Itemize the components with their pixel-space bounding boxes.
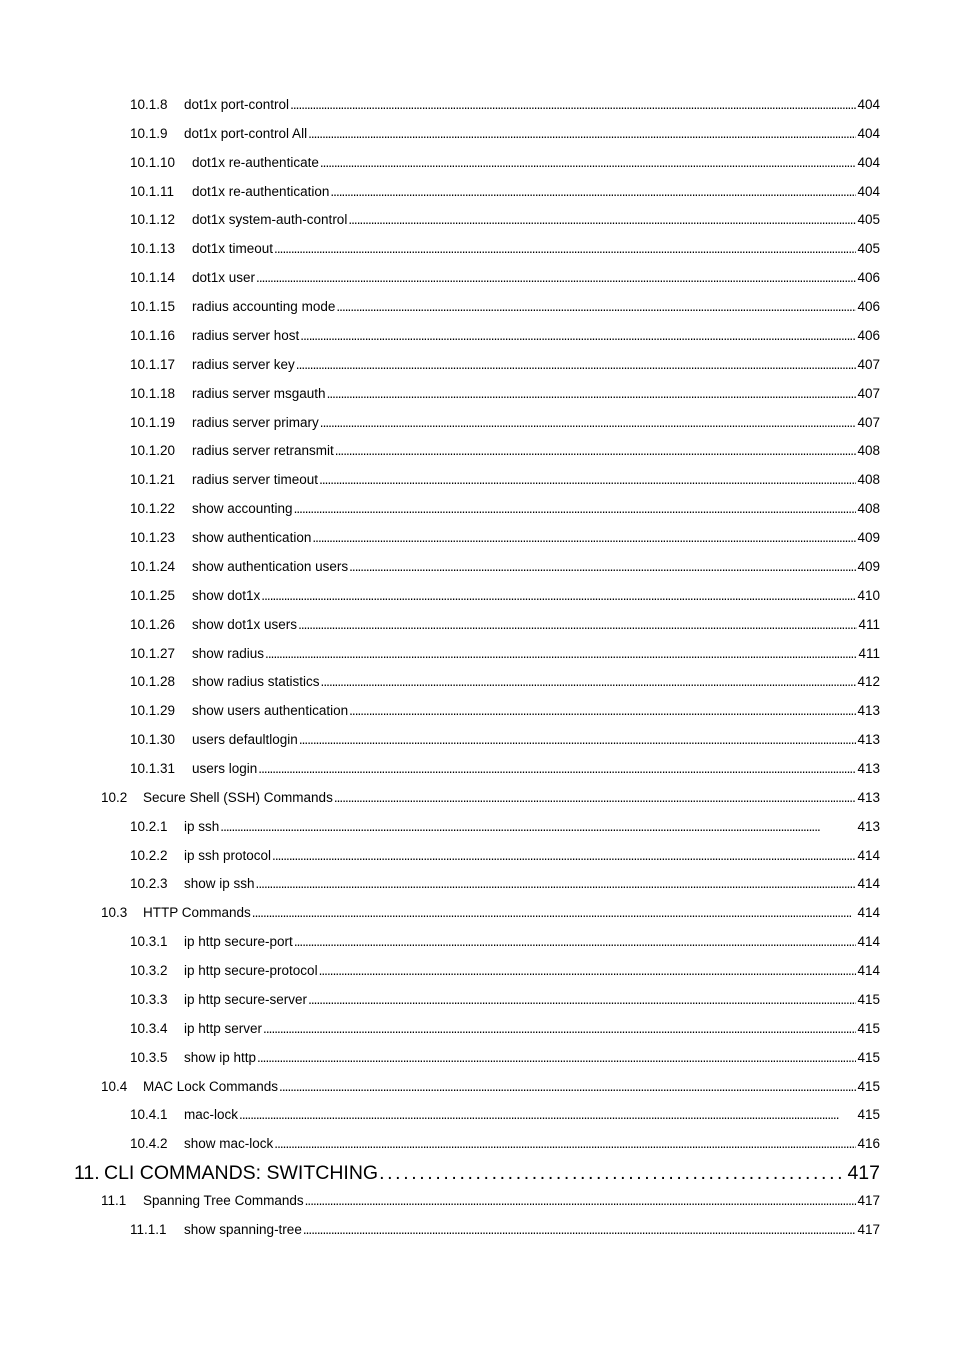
toc-entry-page-number: 408 bbox=[857, 472, 880, 488]
toc-entry-title: mac-lock bbox=[184, 1107, 239, 1123]
toc-subsection-entry[interactable] bbox=[130, 730, 880, 750]
toc-subsection-entry[interactable] bbox=[130, 1105, 880, 1125]
toc-entry-title: show authentication bbox=[192, 530, 312, 546]
dot-leader bbox=[348, 210, 856, 230]
toc-subsection-entry[interactable] bbox=[130, 124, 880, 144]
dot-leader bbox=[274, 239, 856, 259]
toc-entry-number: 10.3 bbox=[101, 905, 128, 921]
toc-entry-title: show radius statistics bbox=[192, 674, 320, 690]
toc-entry-title: ip ssh protocol bbox=[184, 847, 272, 863]
toc-entry-title: dot1x timeout bbox=[192, 241, 274, 257]
toc-entry-title: show dot1x users bbox=[192, 616, 298, 632]
dot-leader bbox=[312, 528, 856, 548]
toc-entry-title: radius server retransmit bbox=[192, 443, 334, 459]
toc-entry-page-number: 413 bbox=[857, 703, 880, 719]
toc-subsection-entry[interactable] bbox=[130, 239, 880, 259]
dot-leader bbox=[349, 701, 856, 721]
toc-entry-page-number: 409 bbox=[857, 530, 880, 546]
toc-entry-page-number: 406 bbox=[857, 270, 880, 286]
dot-leader bbox=[279, 1077, 856, 1097]
toc-subsection-entry[interactable] bbox=[130, 615, 880, 635]
toc-entry-title: show mac-lock bbox=[184, 1136, 274, 1152]
toc-entry-page-number: 408 bbox=[857, 443, 880, 459]
dot-leader bbox=[220, 817, 856, 837]
toc-entry-page-number: 412 bbox=[857, 674, 880, 690]
toc-subsection-entry[interactable] bbox=[130, 961, 880, 981]
dot-leader bbox=[257, 1048, 856, 1068]
toc-entry-page-number: 404 bbox=[857, 183, 880, 199]
toc-entry-number: 10.2 bbox=[101, 789, 128, 805]
toc-subsection-entry[interactable] bbox=[130, 846, 880, 866]
toc-entry-page-number: 414 bbox=[857, 847, 880, 863]
toc-entry-number: 10.1.8 bbox=[130, 97, 168, 112]
toc-entry-title: ip http secure-protocol bbox=[184, 963, 318, 979]
toc-entry-page-number: 404 bbox=[857, 154, 880, 170]
toc-subsection-entry[interactable] bbox=[130, 95, 880, 115]
dot-leader bbox=[300, 326, 856, 346]
toc-subsection-entry[interactable] bbox=[130, 1134, 880, 1154]
toc-subsection-entry[interactable] bbox=[130, 586, 880, 606]
dot-leader bbox=[299, 730, 857, 750]
toc-entry-page-number: 415 bbox=[857, 1049, 880, 1065]
toc-entry-title: radius server timeout bbox=[192, 472, 319, 488]
toc-entry-page-number: 414 bbox=[857, 963, 880, 979]
toc-entry-page-number: 413 bbox=[857, 789, 880, 805]
dot-leader bbox=[327, 384, 857, 404]
toc-entry-title: ip http server bbox=[184, 1020, 263, 1036]
dot-leader bbox=[261, 586, 856, 606]
toc-section-entry[interactable] bbox=[101, 1191, 880, 1211]
toc-subsection-entry[interactable] bbox=[130, 413, 880, 433]
toc-subsection-entry[interactable] bbox=[130, 672, 880, 692]
dot-leader bbox=[379, 1160, 846, 1186]
toc-subsection-entry[interactable] bbox=[130, 932, 880, 952]
toc-subsection-entry[interactable] bbox=[130, 990, 880, 1010]
toc-subsection-entry[interactable] bbox=[130, 874, 880, 894]
toc-entry-number: 10.4.2 bbox=[130, 1136, 168, 1152]
toc-subsection-entry[interactable] bbox=[130, 557, 880, 577]
toc-entry-page-number: 415 bbox=[857, 991, 880, 1007]
toc-chapter-entry[interactable] bbox=[74, 1160, 880, 1186]
dot-leader bbox=[308, 990, 856, 1010]
toc-entry-title: MAC Lock Commands bbox=[143, 1078, 279, 1094]
toc-entry-page-number: 417 bbox=[857, 1221, 880, 1237]
toc-subsection-entry[interactable] bbox=[130, 1048, 880, 1068]
toc-entry-title: show radius bbox=[192, 645, 265, 661]
dot-leader bbox=[298, 615, 857, 635]
toc-entry-title: dot1x re-authenticate bbox=[192, 154, 319, 170]
toc-entry-title: CLI COMMANDS: SWITCHING bbox=[104, 1162, 379, 1184]
dot-leader bbox=[296, 355, 857, 375]
dot-leader bbox=[320, 153, 857, 173]
toc-entry-page-number: 410 bbox=[857, 587, 880, 603]
dot-leader bbox=[330, 182, 856, 202]
toc-entry-number: 10.1.31 bbox=[130, 761, 176, 776]
toc-entry-number: 10.1.24 bbox=[130, 558, 176, 574]
toc-entry-title: radius server msgauth bbox=[192, 385, 326, 401]
toc-entry-page-number: 407 bbox=[857, 356, 880, 372]
toc-subsection-entry[interactable] bbox=[130, 470, 880, 490]
toc-entry-title: radius server primary bbox=[192, 414, 319, 430]
toc-entry-page-number: 404 bbox=[857, 97, 880, 112]
toc-section-entry[interactable] bbox=[101, 788, 880, 808]
toc-entry-title: radius server key bbox=[192, 356, 295, 372]
toc-entry-number: 10.2.1 bbox=[130, 818, 168, 834]
toc-subsection-entry[interactable] bbox=[130, 817, 880, 837]
toc-subsection-entry[interactable] bbox=[130, 268, 880, 288]
toc-entry-title: dot1x user bbox=[192, 270, 256, 286]
dot-leader bbox=[265, 644, 857, 664]
toc-entry-number: 10.1.17 bbox=[130, 356, 176, 372]
toc-entry-title: HTTP Commands bbox=[143, 905, 251, 921]
toc-entry-title: show authentication users bbox=[192, 558, 349, 574]
toc-entry-title: Spanning Tree Commands bbox=[143, 1193, 304, 1208]
dot-leader bbox=[349, 557, 856, 577]
toc-entry-number: 10.1.15 bbox=[130, 299, 176, 315]
toc-entry-number: 10.1.27 bbox=[130, 645, 176, 661]
toc-entry-page-number: 408 bbox=[857, 501, 880, 517]
toc-entry-page-number: 417 bbox=[857, 1193, 880, 1208]
toc-subsection-entry[interactable] bbox=[130, 182, 880, 202]
toc-subsection-entry[interactable] bbox=[130, 1220, 880, 1240]
dot-leader bbox=[308, 124, 856, 144]
dot-leader bbox=[256, 874, 857, 894]
toc-entry-number: 11. bbox=[74, 1162, 100, 1184]
toc-entry-number: 10.1.9 bbox=[130, 125, 168, 141]
toc-entry-page-number: 405 bbox=[857, 241, 880, 257]
dot-leader bbox=[320, 413, 857, 433]
toc-entry-page-number: 413 bbox=[857, 732, 880, 748]
toc-entry-number: 10.3.5 bbox=[130, 1049, 168, 1065]
dot-leader bbox=[319, 961, 857, 981]
toc-entry-number: 10.4.1 bbox=[130, 1107, 168, 1123]
toc-subsection-entry[interactable] bbox=[130, 355, 880, 375]
toc-entry-title: dot1x port-control All bbox=[184, 125, 308, 141]
toc-entry-number: 10.3.2 bbox=[130, 963, 168, 979]
toc-entry-page-number: 415 bbox=[857, 1107, 880, 1123]
toc-entry-number: 10.1.21 bbox=[130, 472, 176, 488]
dot-leader bbox=[294, 932, 857, 952]
dot-leader bbox=[305, 1191, 857, 1211]
toc-entry-page-number: 407 bbox=[857, 414, 880, 430]
toc-entry-number: 11.1 bbox=[101, 1193, 127, 1208]
toc-entry-page-number: 409 bbox=[857, 558, 880, 574]
toc-section-entry[interactable] bbox=[101, 1077, 880, 1097]
toc-entry-number: 10.1.30 bbox=[130, 732, 176, 748]
toc-subsection-entry[interactable] bbox=[130, 297, 880, 317]
toc-entry-title: dot1x re-authentication bbox=[192, 183, 330, 199]
toc-entry-number: 10.1.25 bbox=[130, 587, 176, 603]
toc-entry-page-number: 411 bbox=[858, 616, 880, 632]
toc-entry-number: 10.3.1 bbox=[130, 934, 168, 950]
toc-entry-page-number: 414 bbox=[857, 905, 880, 921]
dot-leader bbox=[256, 268, 856, 288]
toc-section-entry[interactable] bbox=[101, 903, 880, 923]
toc-entry-page-number: 413 bbox=[857, 761, 880, 776]
toc-entry-number: 10.1.10 bbox=[130, 154, 176, 170]
toc-entry-number: 10.2.2 bbox=[130, 847, 168, 863]
toc-entry-number: 10.1.16 bbox=[130, 327, 176, 343]
toc-entry-title: radius server host bbox=[192, 327, 300, 343]
toc-subsection-entry[interactable] bbox=[130, 499, 880, 519]
toc-entry-number: 10.1.28 bbox=[130, 674, 176, 690]
toc-entry-page-number: 414 bbox=[857, 876, 880, 892]
toc-entry-page-number: 413 bbox=[857, 818, 880, 834]
toc-entry-page-number: 404 bbox=[857, 125, 880, 141]
toc-entry-title: show dot1x bbox=[192, 587, 261, 603]
toc-entry-number: 10.1.11 bbox=[130, 183, 175, 199]
toc-entry-title: ip ssh bbox=[184, 818, 220, 834]
toc-entry-number: 10.1.19 bbox=[130, 414, 176, 430]
toc-entry-title: show spanning-tree bbox=[184, 1221, 302, 1237]
toc-entry-page-number: 415 bbox=[857, 1078, 880, 1094]
toc-entry-number: 11.1.1 bbox=[130, 1221, 167, 1237]
toc-entry-number: 10.2.3 bbox=[130, 876, 168, 892]
toc-subsection-entry[interactable] bbox=[130, 644, 880, 664]
toc-entry-page-number: 407 bbox=[857, 385, 880, 401]
dot-leader bbox=[335, 441, 857, 461]
toc-entry-number: 10.3.4 bbox=[130, 1020, 168, 1036]
toc-entry-title: show ip http bbox=[184, 1049, 257, 1065]
toc-entry-number: 10.3.3 bbox=[130, 991, 168, 1007]
toc-entry-page-number: 406 bbox=[857, 299, 880, 315]
toc-entry-page-number: 406 bbox=[857, 327, 880, 343]
dot-leader bbox=[290, 95, 856, 115]
toc-subsection-entry[interactable] bbox=[130, 1019, 880, 1039]
toc-entry-title: ip http secure-server bbox=[184, 991, 308, 1007]
dot-leader bbox=[319, 470, 856, 490]
toc-entry-number: 10.1.29 bbox=[130, 703, 176, 719]
dot-leader bbox=[258, 759, 856, 779]
dot-leader bbox=[336, 297, 856, 317]
dot-leader bbox=[334, 788, 857, 808]
toc-subsection-entry[interactable] bbox=[130, 759, 880, 779]
dot-leader bbox=[274, 1134, 856, 1154]
toc-entry-title: show users authentication bbox=[192, 703, 349, 719]
dot-leader bbox=[252, 903, 857, 923]
toc-entry-title: dot1x system-auth-control bbox=[192, 212, 348, 228]
dot-leader bbox=[321, 672, 857, 692]
toc-entry-number: 10.1.22 bbox=[130, 501, 176, 517]
toc-entry-number: 10.1.26 bbox=[130, 616, 176, 632]
toc-entry-page-number: 411 bbox=[858, 645, 880, 661]
toc-entry-page-number: 414 bbox=[857, 934, 880, 950]
toc-entry-number: 10.1.20 bbox=[130, 443, 176, 459]
toc-subsection-entry[interactable] bbox=[130, 153, 880, 173]
toc-entry-title: show ip ssh bbox=[184, 876, 255, 892]
toc-entry-title: dot1x port-control bbox=[184, 97, 290, 112]
toc-entry-number: 10.1.18 bbox=[130, 385, 176, 401]
toc-entry-number: 10.1.14 bbox=[130, 270, 176, 286]
toc-subsection-entry[interactable] bbox=[130, 384, 880, 404]
toc-entry-title: users defaultlogin bbox=[192, 732, 298, 748]
toc-entry-page-number: 417 bbox=[847, 1162, 880, 1184]
toc-subsection-entry[interactable] bbox=[130, 528, 880, 548]
toc-entry-number: 10.1.23 bbox=[130, 530, 176, 546]
toc-subsection-entry[interactable] bbox=[130, 210, 880, 230]
toc-entry-number: 10.4 bbox=[101, 1078, 128, 1094]
toc-entry-title: Secure Shell (SSH) Commands bbox=[143, 789, 333, 805]
toc-entry-title: radius accounting mode bbox=[192, 299, 336, 315]
toc-entry-page-number: 415 bbox=[857, 1020, 880, 1036]
dot-leader bbox=[303, 1220, 857, 1240]
toc-entry-title: ip http secure-port bbox=[184, 934, 293, 950]
toc-entry-number: 10.1.12 bbox=[130, 212, 176, 228]
dot-leader bbox=[239, 1105, 856, 1125]
toc-entry-page-number: 405 bbox=[857, 212, 880, 228]
dot-leader bbox=[272, 846, 856, 866]
dot-leader bbox=[263, 1019, 856, 1039]
toc-entry-page-number: 416 bbox=[857, 1136, 880, 1152]
toc-subsection-entry[interactable] bbox=[130, 701, 880, 721]
toc-subsection-entry[interactable] bbox=[130, 326, 880, 346]
toc-entry-title: show accounting bbox=[192, 501, 293, 517]
dot-leader bbox=[294, 499, 857, 519]
toc-entry-title: users login bbox=[192, 761, 258, 776]
toc-entry-number: 10.1.13 bbox=[130, 241, 176, 257]
toc-subsection-entry[interactable] bbox=[130, 441, 880, 461]
